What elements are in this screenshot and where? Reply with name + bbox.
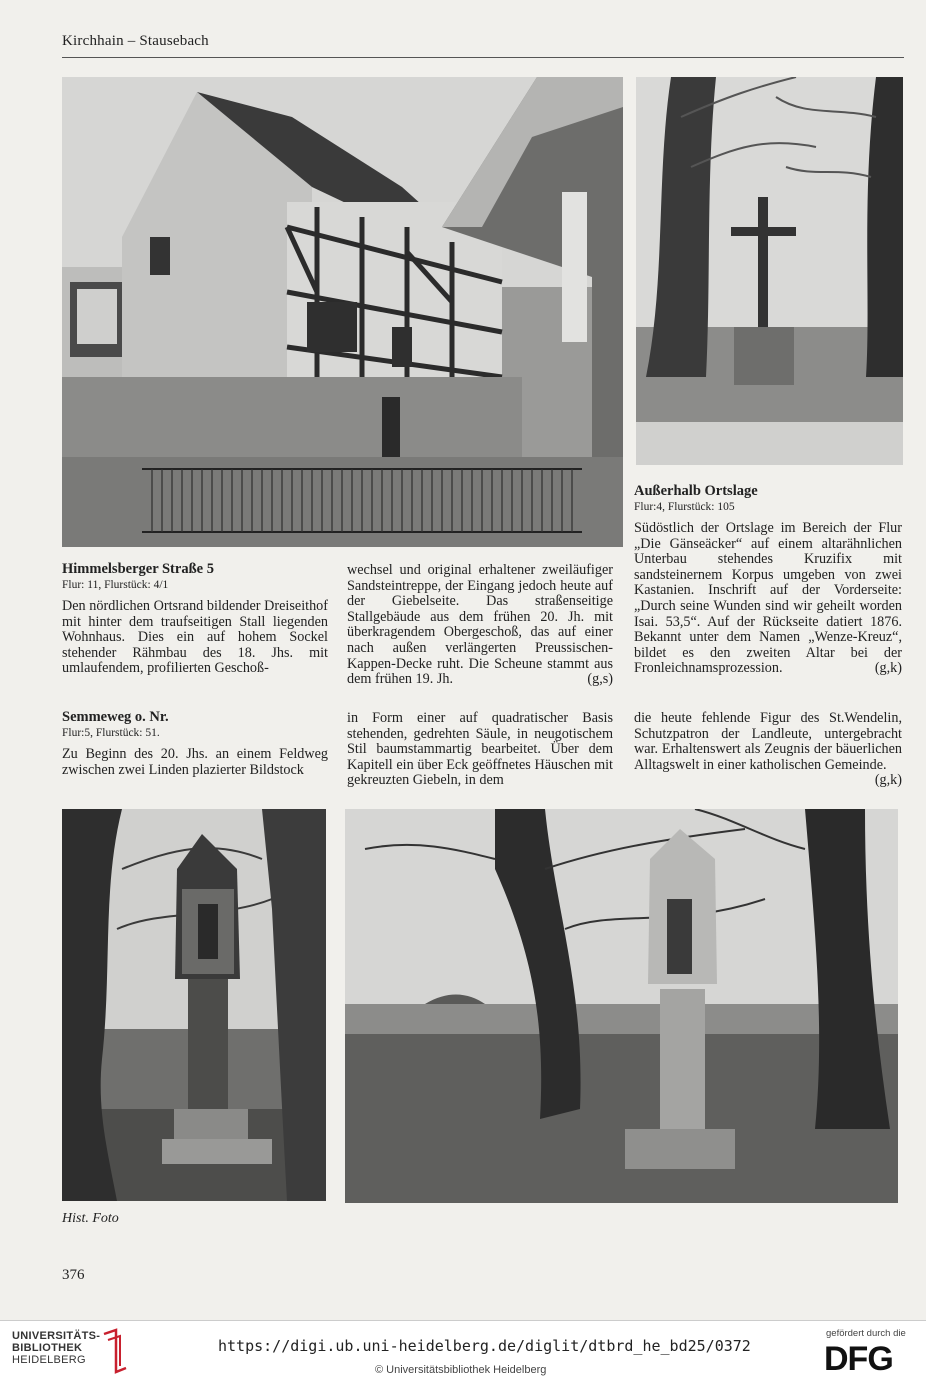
entry-text-continued: die heute fehlende Figur des St.Wendelin, Schutzpatron der Landleute, untergebracht war. Erhaltenswert als Zeugnis der bäuerlichen Alltagswelt in einer katholischen Gemeinde. <box>634 710 902 773</box>
entry-ausserhalb <box>634 483 902 677</box>
author-signature: (g,s) <box>587 671 613 688</box>
author-signature: (g,k) <box>874 660 902 677</box>
logo-line: HEIDELBERG <box>12 1354 86 1366</box>
entry-himmelsberger-col1 <box>62 561 328 677</box>
entry-heading: Außerhalb Ortslage <box>634 483 758 499</box>
entry-meta: Flur: 11, Flurstück: 4/1 <box>62 579 169 591</box>
dfg-logo[interactable]: DFG <box>824 1340 893 1378</box>
entry-semmeweg-col3 <box>634 711 902 789</box>
entry-text: Den nördlichen Ortsrand bildender Dreiseithof mit hinter dem traufseitigen Stall liegenden Wohnhaus. Dies ein auf hohem Sockel stehender Rähmbau des 18. Jhs. mit umlaufendem, profilierten Geschoß- <box>62 598 328 677</box>
photo-crucifix <box>636 77 903 465</box>
entry-himmelsberger-col2 <box>347 563 613 688</box>
ub-logo[interactable] <box>12 1330 100 1366</box>
ub-logo-mark-icon <box>100 1328 130 1376</box>
entry-semmeweg-col1 <box>62 709 328 778</box>
copyright-notice: © Universitätsbibliothek Heidelberg <box>375 1364 547 1376</box>
permalink-url[interactable]: https://digi.ub.uni-heidelberg.de/diglit/dtbrd_he_bd25/0372 <box>218 1337 751 1355</box>
entry-meta: Flur:4, Flurstück: 105 <box>634 501 735 513</box>
logo-line: UNIVERSITÄTS- <box>12 1330 101 1342</box>
funded-by-label: gefördert durch die <box>826 1328 906 1339</box>
author-signature: (g,k) <box>874 772 902 789</box>
footer-rule <box>0 1320 926 1321</box>
entry-heading: Semmeweg o. Nr. <box>62 709 169 725</box>
photo-shrine-present <box>345 809 898 1203</box>
entry-text: Südöstlich der Ortslage im Bereich der Flur „Die Gänseäcker“ auf einem altarähnlichen Unterbau stehendes Kruzifix mit sandsteinernem Korpus umgeben von zwei Kastanien. Inschrift auf der Vorderseite: „Durch seine Wunden sind wir geheilt worden Isai. 53,5“. Auf der Rückseite datiert 1876. Bekannt unter dem Namen „Wenze-Kreuz“, bildet es den zweiten Altar bei der Fronleichnamsprozession. <box>634 520 902 677</box>
entry-text-continued: in Form einer auf quadratischer Basis stehenden, gedrehten Säule, in neugotischem Stil baumstammartig bearbeitet. Über dem Kapitell ein über Eck geöffnetes Häuschen mit gekreuzten Giebeln, in dem <box>347 710 613 789</box>
entry-meta: Flur:5, Flurstück: 51. <box>62 727 160 739</box>
photo-caption: Hist. Foto <box>62 1211 119 1226</box>
entry-heading: Himmelsberger Straße 5 <box>62 561 214 577</box>
entry-text: Zu Beginn des 20. Jhs. an einem Feldweg zwischen zwei Linden plazierter Bildstock <box>62 746 328 778</box>
page-number: 376 <box>62 1267 85 1283</box>
running-header: Kirchhain – Stausebach <box>62 33 209 49</box>
header-rule <box>62 57 904 58</box>
logo-line: BIBLIOTHEK <box>12 1342 83 1354</box>
entry-text-continued: wechsel und original erhaltener zweiläufiger Sandsteintreppe, der Eingang jedoch heute auf der Giebelseite. Das straßenseitige Stallgebäude aus dem frühen 20. Jh. mit überkragendem Obergeschoß, das auf einer nach außen verlängerten Preussischen-Kappen-Decke ruht. Die Scheune stammt aus dem frühen 19. Jh. <box>347 562 613 688</box>
photo-farmhouse <box>62 77 623 547</box>
photo-historic-shrine <box>62 809 326 1201</box>
entry-semmeweg-col2 <box>347 711 613 789</box>
